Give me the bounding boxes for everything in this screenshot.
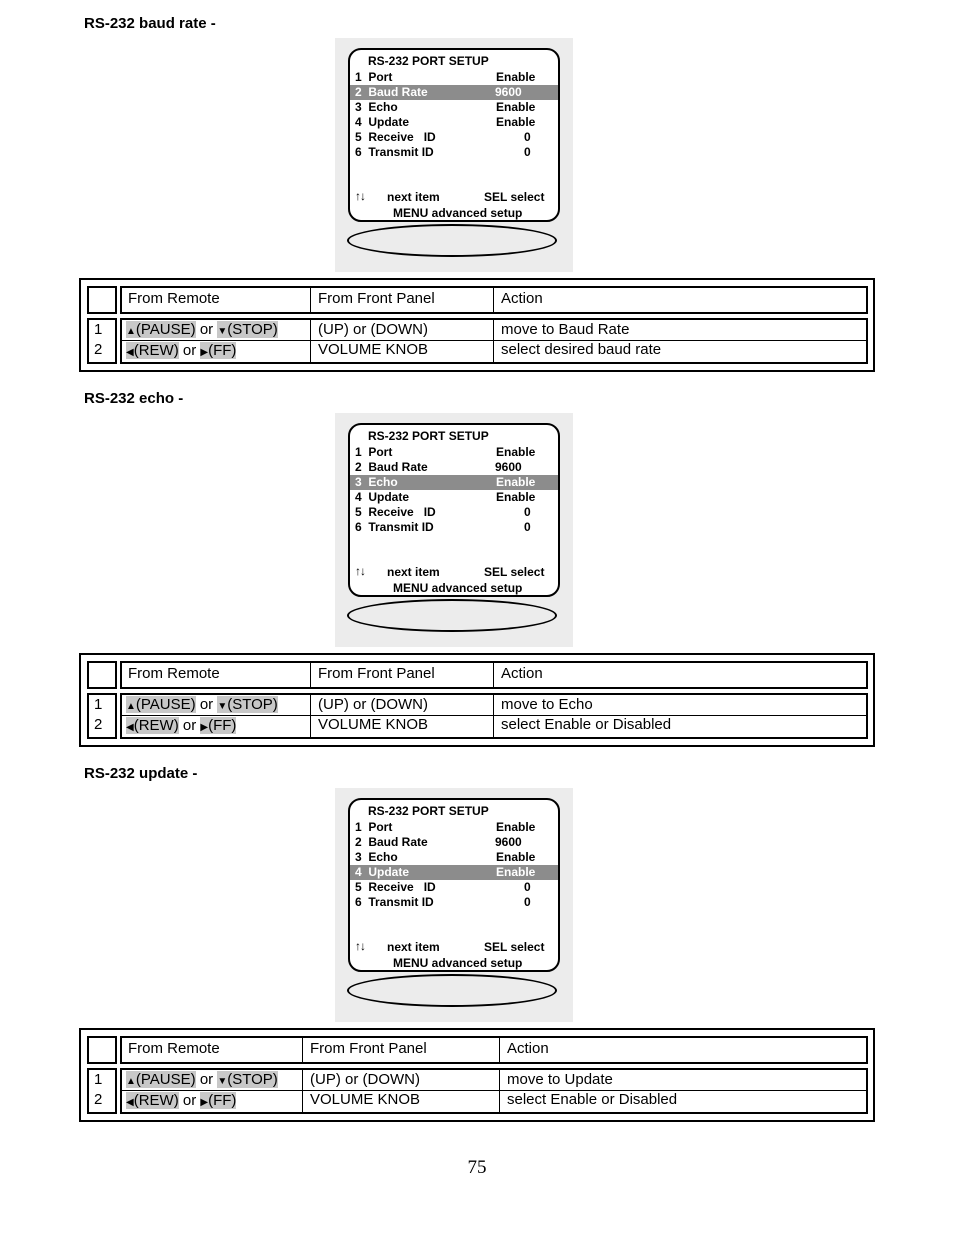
screen-item-baud-rate: 2 Baud Rate 9600 [350,85,558,100]
screen-title: RS-232 PORT SETUP [368,54,489,68]
left-triangle-icon: ◀ [126,722,134,733]
step-number-1: 1 [94,321,103,338]
section-heading-echo: RS-232 echo - [84,390,184,407]
section-heading-update: RS-232 update - [84,765,198,782]
footer-select: SEL select [484,190,545,204]
down-triangle-icon: ▼ [217,326,228,337]
action-step-2: select desired baud rate [501,341,662,358]
screen-item-transmit-id: 6 Transmit ID 0 [355,520,531,534]
up-down-arrows-icon: ↑↓ [355,189,365,203]
instruction-table-echo [79,653,875,747]
screen-figure-update [335,788,573,1022]
steps-body [120,693,868,739]
step-number-1: 1 [94,1071,103,1088]
screen-item-baud-rate: 2 Baud Rate 9600 [355,460,522,474]
right-triangle-icon: ▶ [200,722,209,733]
footer-select: SEL select [484,565,545,579]
page-number: 75 [467,1157,487,1178]
osd-screen [348,798,560,972]
right-triangle-icon: ▶ [200,1097,209,1108]
volume-knob-illustration [347,974,557,1007]
osd-screen [348,423,560,597]
screen-item-receive-id: 5 Receive ID 0 [355,880,531,894]
remote-pause-stop: ▲(PAUSE) or ▼(STOP) [126,321,278,338]
screen-item-port: 1 Port Enable [355,70,536,84]
volume-knob-illustration [347,599,557,632]
up-triangle-icon: ▲ [126,1076,136,1087]
screen-item-transmit-id: 6 Transmit ID 0 [355,895,531,909]
right-triangle-icon: ▶ [200,347,209,358]
footer-menu: MENU advanced setup [393,956,523,970]
header-row [120,661,868,689]
remote-pause-stop: ▲(PAUSE) or ▼(STOP) [126,696,278,713]
volume-knob-illustration [347,224,557,257]
header-row [120,1036,868,1064]
steps-body [120,1068,868,1114]
screen-item-baud-rate: 2 Baud Rate 9600 [355,835,522,849]
screen-item-echo: 3 Echo Enable [355,850,536,864]
screen-item-echo: 3 Echo Enable [350,475,558,490]
section-heading-baud-rate: RS-232 baud rate - [84,15,216,32]
front-panel-step-2: VOLUME KNOB [318,341,429,358]
header-from-front-panel: From Front Panel [310,1040,427,1057]
up-triangle-icon: ▲ [126,326,136,337]
header-from-remote: From Remote [128,1040,220,1057]
down-triangle-icon: ▼ [217,701,228,712]
remote-rew-ff: ◀(REW) or ▶(FF) [126,717,237,734]
front-panel-step-1: (UP) or (DOWN) [310,1071,420,1088]
footer-next-item: next item [387,190,440,204]
screen-item-port: 1 Port Enable [355,445,536,459]
footer-menu: MENU advanced setup [393,581,523,595]
footer-menu: MENU advanced setup [393,206,523,220]
step-number-column [87,1068,117,1114]
header-blank-cell [87,1036,117,1064]
step-number-2: 2 [94,1091,103,1108]
action-step-2: select Enable or Disabled [501,716,672,733]
footer-next-item: next item [387,565,440,579]
header-action: Action [507,1040,549,1057]
action-step-1: move to Echo [501,696,593,713]
header-row [120,286,868,314]
instruction-table-update [79,1028,875,1122]
screen-item-update: 4 Update Enable [350,865,558,880]
header-action: Action [501,290,543,307]
up-down-arrows-icon: ↑↓ [355,939,365,953]
step-number-2: 2 [94,716,103,733]
front-panel-step-2: VOLUME KNOB [310,1091,421,1108]
footer-next-item: next item [387,940,440,954]
screen-title: RS-232 PORT SETUP [368,804,489,818]
header-action: Action [501,665,543,682]
instruction-table-baud-rate [79,278,875,372]
screen-item-update: 4 Update Enable [355,115,536,129]
screen-item-update: 4 Update Enable [355,490,536,504]
up-triangle-icon: ▲ [126,701,136,712]
screen-figure-echo [335,413,573,647]
up-down-arrows-icon: ↑↓ [355,564,365,578]
screen-item-port: 1 Port Enable [355,820,536,834]
osd-screen [348,48,560,222]
step-number-column [87,318,117,364]
remote-pause-stop: ▲(PAUSE) or ▼(STOP) [126,1071,278,1088]
header-from-front-panel: From Front Panel [318,665,435,682]
left-triangle-icon: ◀ [126,347,134,358]
screen-figure-baud-rate [335,38,573,272]
header-blank-cell [87,661,117,689]
header-blank-cell [87,286,117,314]
header-from-remote: From Remote [128,665,220,682]
front-panel-step-1: (UP) or (DOWN) [318,321,428,338]
remote-rew-ff: ◀(REW) or ▶(FF) [126,1092,237,1109]
screen-item-receive-id: 5 Receive ID 0 [355,130,531,144]
front-panel-step-1: (UP) or (DOWN) [318,696,428,713]
action-step-1: move to Baud Rate [501,321,630,338]
screen-item-receive-id: 5 Receive ID 0 [355,505,531,519]
left-triangle-icon: ◀ [126,1097,134,1108]
steps-body [120,318,868,364]
remote-rew-ff: ◀(REW) or ▶(FF) [126,342,237,359]
header-from-remote: From Remote [128,290,220,307]
step-number-1: 1 [94,696,103,713]
header-from-front-panel: From Front Panel [318,290,435,307]
screen-item-transmit-id: 6 Transmit ID 0 [355,145,531,159]
action-step-1: move to Update [507,1071,613,1088]
action-step-2: select Enable or Disabled [507,1091,678,1108]
step-number-2: 2 [94,341,103,358]
front-panel-step-2: VOLUME KNOB [318,716,429,733]
screen-item-echo: 3 Echo Enable [355,100,536,114]
step-number-column [87,693,117,739]
screen-title: RS-232 PORT SETUP [368,429,489,443]
footer-select: SEL select [484,940,545,954]
down-triangle-icon: ▼ [217,1076,228,1087]
